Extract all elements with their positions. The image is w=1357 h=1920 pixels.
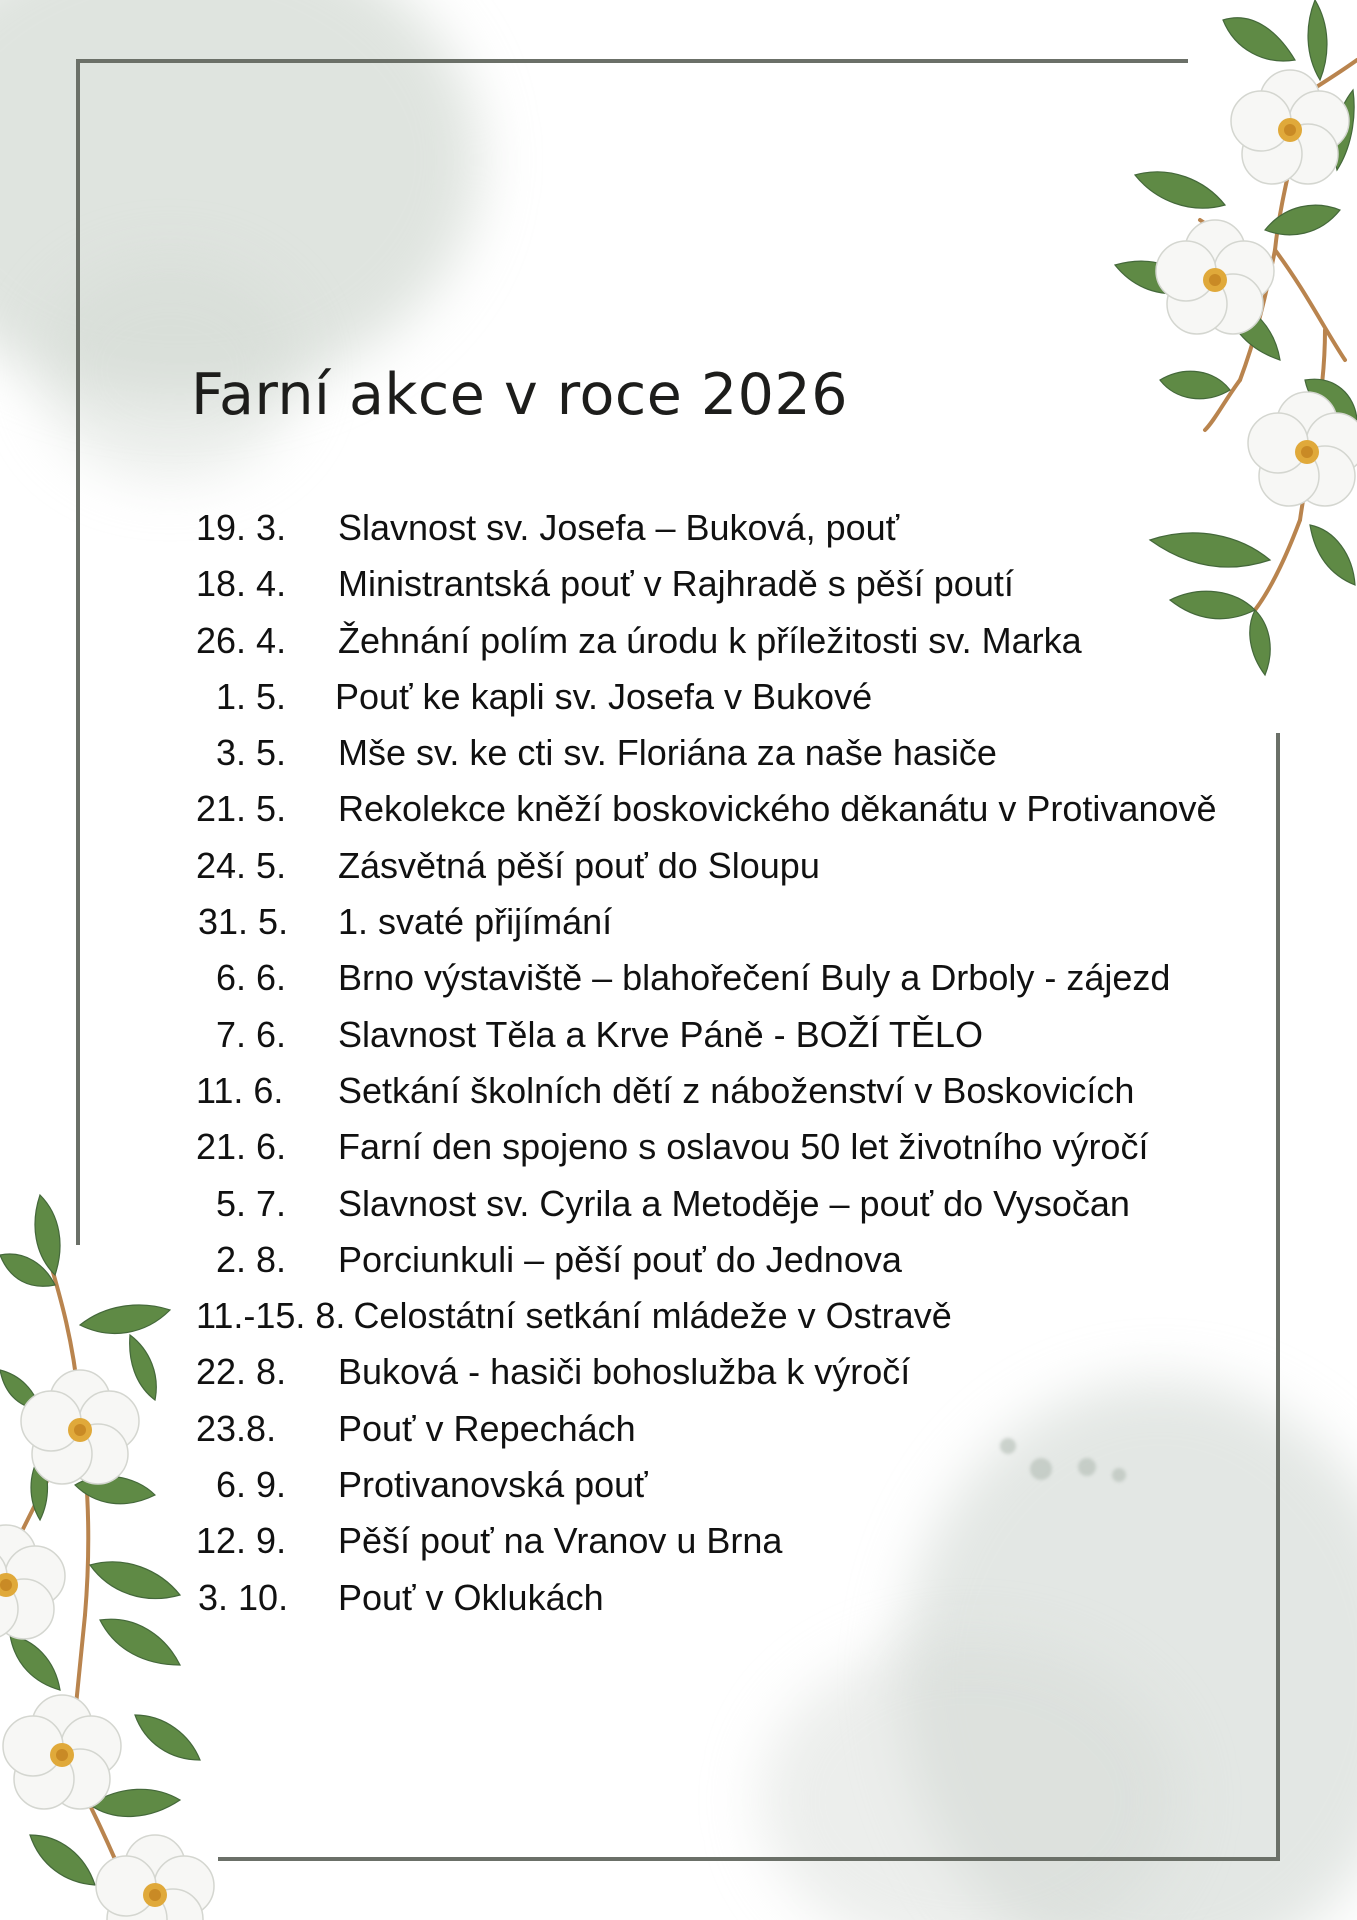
event-name: Mše sv. ke cti sv. Floriána za naše hasiče	[338, 732, 997, 774]
event-row	[196, 556, 1276, 612]
event-name: Setkání školních dětí z náboženství v Boskovicích	[338, 1069, 1135, 1111]
event-row	[196, 838, 1276, 894]
event-date: 22. 8.	[196, 1351, 287, 1393]
event-name: Farní den spojeno s oslavou 50 let životního výročí	[338, 1126, 1149, 1168]
event-name: Žehnání polím za úrodu k příležitosti sv. Marka	[338, 619, 1082, 661]
event-name: Porciunkuli – pěší pouť do Jednova	[338, 1238, 902, 1280]
event-date: 31. 5.	[198, 901, 289, 943]
event-date: 18. 4.	[196, 563, 287, 605]
event-name: Pouť v Repechách	[338, 1407, 636, 1449]
event-row	[196, 1007, 1276, 1063]
event-name: Slavnost sv. Josefa – Buková, pouť	[338, 507, 900, 548]
event-row	[196, 1063, 1276, 1119]
event-row	[196, 1513, 1276, 1569]
event-name: Pouť v Oklukách	[338, 1576, 604, 1618]
event-row	[196, 1176, 1276, 1232]
event-date: 2. 8.	[216, 1238, 287, 1280]
event-row	[196, 613, 1276, 669]
event-date: 21. 6.	[196, 1126, 287, 1168]
page-title: Farní akce v roce 2026	[191, 362, 848, 428]
event-date: 11.-15. 8.	[196, 1295, 346, 1337]
event-row	[196, 500, 1276, 556]
event-date: 24. 5.	[196, 844, 287, 886]
event-row	[196, 1232, 1276, 1288]
event-date: 5. 7.	[216, 1182, 287, 1224]
event-date: 11. 6.	[196, 1069, 284, 1111]
event-row	[196, 1401, 1276, 1457]
event-date: 1. 5.	[216, 675, 287, 717]
event-row	[196, 1344, 1276, 1400]
event-name: 1. svaté přijímání	[338, 901, 613, 943]
event-name: Protivanovská pouť	[338, 1464, 648, 1506]
event-name: Buková - hasiči bohoslužba k výročí	[338, 1351, 911, 1393]
event-date: 6. 6.	[216, 957, 287, 999]
event-date: 21. 5.	[196, 788, 287, 830]
event-date: 6. 9.	[216, 1464, 287, 1506]
event-name: Pěší pouť na Vranov u Brna	[338, 1520, 783, 1562]
event-row	[196, 725, 1276, 781]
event-row	[196, 1457, 1276, 1513]
event-row	[196, 669, 1276, 725]
event-row	[196, 1119, 1276, 1175]
event-name: Celostátní setkání mládeže v Ostravě	[353, 1295, 952, 1337]
event-date: 3. 10.	[198, 1576, 289, 1618]
event-date: 12. 9.	[196, 1520, 287, 1562]
event-date: 3. 5.	[216, 732, 287, 774]
frame-border-bottom	[218, 1857, 1280, 1861]
frame-border-right	[1276, 733, 1280, 1861]
event-date: 23.8.	[196, 1407, 277, 1449]
event-name: Slavnost sv. Cyrila a Metoděje – pouť do Vysočan	[338, 1182, 1130, 1224]
event-list	[196, 500, 1276, 1626]
event-date: 7. 6.	[216, 1013, 287, 1055]
event-date: 26. 4.	[196, 619, 287, 661]
event-name: Brno výstaviště – blahořečení Buly a Drboly - zájezd	[338, 957, 1171, 999]
frame-border-left	[76, 59, 80, 1245]
event-name: Slavnost Těla a Krve Páně - BOŽÍ TĚLO	[338, 1013, 983, 1055]
event-date: 19. 3.	[196, 507, 287, 548]
event-row	[196, 1570, 1276, 1626]
event-row	[196, 950, 1276, 1006]
event-name: Pouť ke kapli sv. Josefa v Bukové	[335, 675, 873, 717]
event-row	[196, 894, 1276, 950]
event-row	[196, 1288, 1276, 1344]
event-name: Ministrantská pouť v Rajhradě s pěší poutí	[338, 563, 1014, 605]
frame-border-top	[76, 59, 1188, 63]
event-name: Zásvětná pěší pouť do Sloupu	[338, 844, 820, 886]
event-row	[196, 781, 1276, 837]
event-name: Rekolekce kněží boskovického děkanátu v Protivanově	[338, 788, 1217, 830]
